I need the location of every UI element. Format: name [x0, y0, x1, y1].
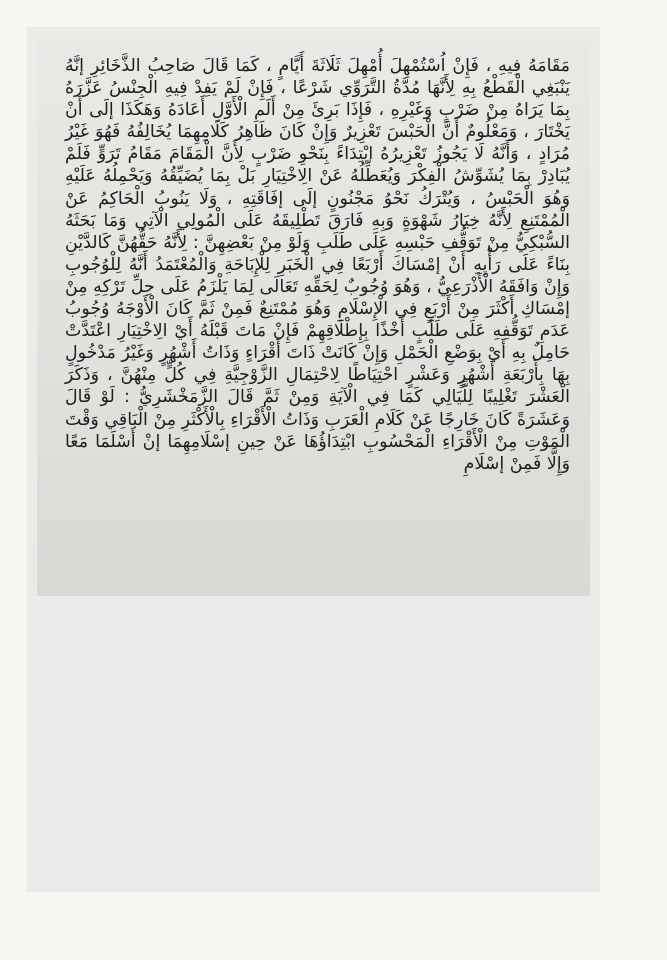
arabic-text-block [65, 55, 570, 475]
text-paragraph: مَقَامَهُ فِيهِ ، فَإِنْ اُسْتُمْهِلَ أُمْهِلَ ثَلَاثَةَ أَيَّامٍ ، كَمَا قَالَ صَاحِبُ الذَّخَائِرِ إنَّهُ يَنْبَغِي الْقَطْعُ بِهِ لِأَنَّهَا مُدَّةُ التَّرَوِّي شَرْعًا ، فَإِنْ لَمْ يَفِدْ فِيهِ الْجِنْسُ عَزَّرَهُ بِمَا يَرَاهُ مِنْ ضَرْبٍ وَغَيْرِهِ ، فَإِذَا بَرِئَ مِنْ أَلَمِ الْأَوَّلِ أَعَادَهُ وَهَكَذَا إلَى أَنْ يَخْتَارَ ، وَمَعْلُومٌ أَنَّ الْحَبْسَ تَعْزِيرٌ وَإِنْ كَانَ ظَاهِرُ كَلَامِهِمَا يُخَالِفُهُ فَهُوَ غَيْرُ مُرَادٍ ، وَأَنَّهُ لَا يَجُوزُ تَعْزِيرُهُ ابْتِدَاءً بِنَحْوِ ضَرْبٍ لِأَنَّ الْمَقَامَ مَقَامُ تَرَوٍّ فَلَمْ يُبَادِرْ بِمَا يُشَوِّشُ الْفِكْرَ وَيُعَطِّلُهُ عَنْ الِاخْتِيَارِ بَلْ بِمَا يُضَيِّقُهُ وَيَحْمِلُهُ عَلَيْهِ وَهُوَ الْحَبْسُ ، وَيُتْرَكُ نَحْوُ مَجْنُونٍ إلَى إفَاقَتِهِ ، وَلَا يَنُوبُ الْحَاكِمُ عَنْ الْمُمْتَنِعِ لِأَنَّهُ خِيَارُ شَهْوَةٍ وَبِهِ فَارَقَ تَطْلِيقَهُ عَلَى الْمُولِي الْآتِي وَمَا بَحَثَهُ السُّبْكِيُّ مِنْ تَوَقُّفِ حَبْسِهِ عَلَى طَلَبِ وَلَوْ مِنْ بَعْضِهِنَّ : لِأَنَّهُ حَقُّهُنَّ كَالدَّيْنِ بِنَاءً عَلَى رَأْيِهِ أَنْ إمْسَاكَ أَرْبَعًا فِي الْخَبَرِ لِلْإِبَاحَةِ وَالْمُعْتَمَدُ أَنَّهُ لِلْوُجُوبِ وَإِنْ وَافَقَهُ الْأَذْرَعِيُّ ، وَهُوَ وُجُوبٌ لِحَقِّهِ تَعَالَى لِمَا يَلْزَمُ عَلَى حِلِّ تَرْكِهِ مِنْ إمْسَاكِ أَكْثَرَ مِنْ أَرْبَعٍ فِي الْإِسْلَامِ وَهُوَ مُمْتَنِعٌ فَمِنْ ثَمَّ كَانَ الْأَوْجَهُ وُجُوبُ عَدَمِ تَوَقُّفِهِ عَلَى طَلَبٍ أَخْذًا بِإِطْلَاقِهِمْ فَإِنْ مَاتَ قَبْلَهُ أَيْ الِاخْتِيَارِ اعْتَدَّتْ حَامِلٌ بِهِ أَيْ بِوَضْعِ الْحَمْلِ وَإِنْ كَانَتْ ذَاتَ أَقْرَاءٍ وَذَاتُ أَشْهُرٍ وَغَيْرُ مَدْخُولٍ بِهَا بِأَرْبَعَةِ أَشْهُرٍ وَعَشْرٍ احْتِيَاطًا لِاحْتِمَالِ الزَّوْجِيَّةِ فِي كُلٍّ مِنْهُنَّ ، وَذَكَرَ الْعَشْرَ تَغْلِيبًا لِلَّيَالِي كَمَا فِي الْآيَةِ وَمِنْ ثَمَّ قَالَ الزَّمَخْشَرِيُّ : لَوْ قَالَ وَعَشَرَةً كَانَ خَارِجًا عَنْ كَلَامِ الْعَرَبِ وَذَاتُ الْأَقْرَاءِ بِالْأَكْثَرِ مِنْ الْبَاقِي وَقْتَ الْمَوْتِ مِنْ الْأَقْرَاءِ الْمَحْسُوبِ ابْتِدَاؤُهَا عَنْ حِينِ إسْلَامِهِمَا إنْ أَسْلَمَا مَعًا وَإِلَّا فَمِنْ إسْلَامِ [65, 56, 570, 474]
scanned-text-image [37, 35, 590, 596]
